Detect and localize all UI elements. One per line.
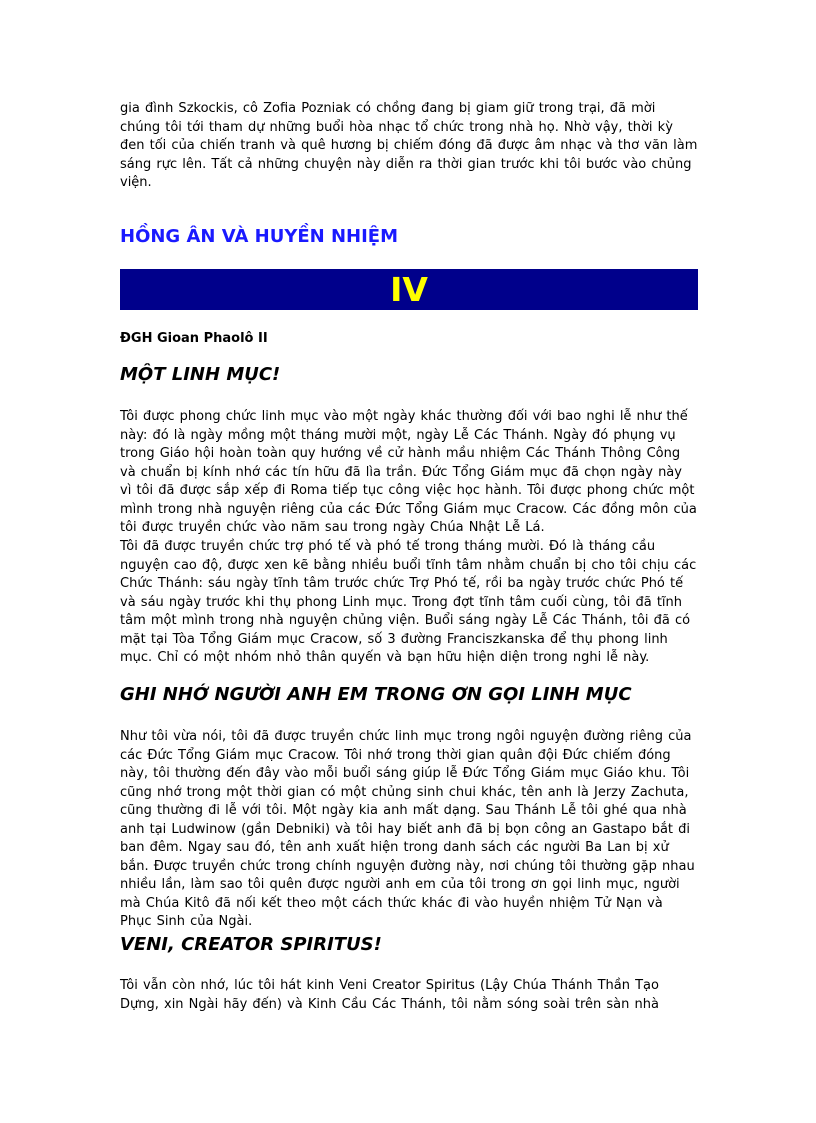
section-1-paragraph-2: Tôi đã được truyền chức trợ phó tế và phó tế trong tháng mười. Đó là tháng cầu nguyện cao độ, được xen kẽ bằng nhiều buổi tĩnh tâm nhằm chuẩn bị cho tôi chịu các Chức Thánh: sáu ngày tĩnh tâm trước chức Trợ Phó tế, rồi ba ngày trước chức Phó tế và sáu ngày trước khi thụ phong Linh mục. Trong đợt tĩnh tâm cuối cùng, tôi đã tĩnh tâm một mình trong nhà nguyện chủng viện. Buổi sáng ngày Lễ Các Thánh, tôi đã có mặt tại Tòa Tổng Giám mục Cracow, số 3 đường Franciszkanska để thụ phong linh mục. Chỉ có một nhóm nhỏ thân quyến và bạn hữu hiện diện trong nghi lễ này. [120,539,697,665]
section-heading-ghi-nho: GHI NHỚ NGƯỜI ANH EM TRONG ƠN GỌI LINH MỤC [120,684,632,705]
chapter-banner [120,269,698,310]
section-2-paragraph-1: Như tôi vừa nói, tôi đã được truyền chức linh mục trong ngôi nguyện đường riêng của các Đức Tổng Giám mục Cracow. Tôi nhớ trong thời gian quân đội Đức chiếm đóng này, tôi thường đến đây vào mỗi buổi sáng giúp lễ Đức Tổng Giám mục Giáo khu. Tôi cũng nhớ trong một thời gian có một chủng sinh chui khác, tên anh là Jerzy Zachuta, cũng thường đi lễ với tôi. Một ngày kia anh mất dạng. Sau Thánh Lễ tôi ghé qua nhà anh tại Ludwinow (gần Debniki) và tôi hay biết anh đã bị bọn công an Gastapo bắt đi ban đêm. Ngay sau đó, tên anh xuất hiện trong danh sách các người Ba Lan bị xử bắn. Được truyền chức trong chính nguyện đường này, nơi chúng tôi thường gặp nhau nhiều lần, làm sao tôi quên được người anh em của tôi trong ơn gọi linh mục, người mà Chúa Kitô đã nối kết theo một cách thức khác đi vào huyền nhiệm Tử Nạn và Phục Sinh của Ngài. [120,729,695,929]
book-title: HỒNG ÂN VÀ HUYỀN NHIỆM [120,226,399,247]
section-1-paragraph-1: Tôi được phong chức linh mục vào một ngày khác thường đối với bao nghi lễ như thế này: đó là ngày mồng một tháng mười một, ngày Lễ Các Thánh. Ngày đó phụng vụ trong Giáo hội hoàn toàn quy hướng về cử hành mầu nhiệm Các Thánh Thông Công và chuẩn bị kính nhớ các tín hữu đã lìa trần. Đức Tổng Giám mục đã chọn ngày này vì tôi đã được sắp xếp đi Roma tiếp tục công việc học hành. Tôi được phong chức một mình trong nhà nguyện riêng của các Đức Tổng Giám mục Cracow. Các đồng môn của tôi được truyền chức vào năm sau trong ngày Chúa Nhật Lễ Lá. [120,409,697,535]
section-heading-mot-linh-muc: MỘT LINH MỤC! [120,364,281,385]
author-line: ĐGH Gioan Phaolô II [120,331,268,346]
section-heading-veni-creator: VENI, CREATOR SPIRITUS! [120,934,382,955]
section-3-paragraph-1: Tôi vẫn còn nhớ, lúc tôi hát kinh Veni Creator Spiritus (Lậy Chúa Thánh Thần Tạo Dựng, xin Ngài hãy đến) và Kinh Cầu Các Thánh, tôi nằm sóng soài trên sàn nhà [120,978,659,1012]
chapter-number: IV [390,270,428,309]
intro-paragraph: gia đình Szkockis, cô Zofia Pozniak có chồng đang bị giam giữ trong trại, đã mời chúng tôi tới tham dự những buổi hòa nhạc tổ chức trong nhà họ. Nhờ vậy, thời kỳ đen tối của chiến tranh và quê hương bị chiếm đóng đã được âm nhạc và thơ văn làm sáng rực lên. Tất cả những chuyện này diễn ra thời gian trước khi tôi bước vào chủng viện. [120,101,698,190]
